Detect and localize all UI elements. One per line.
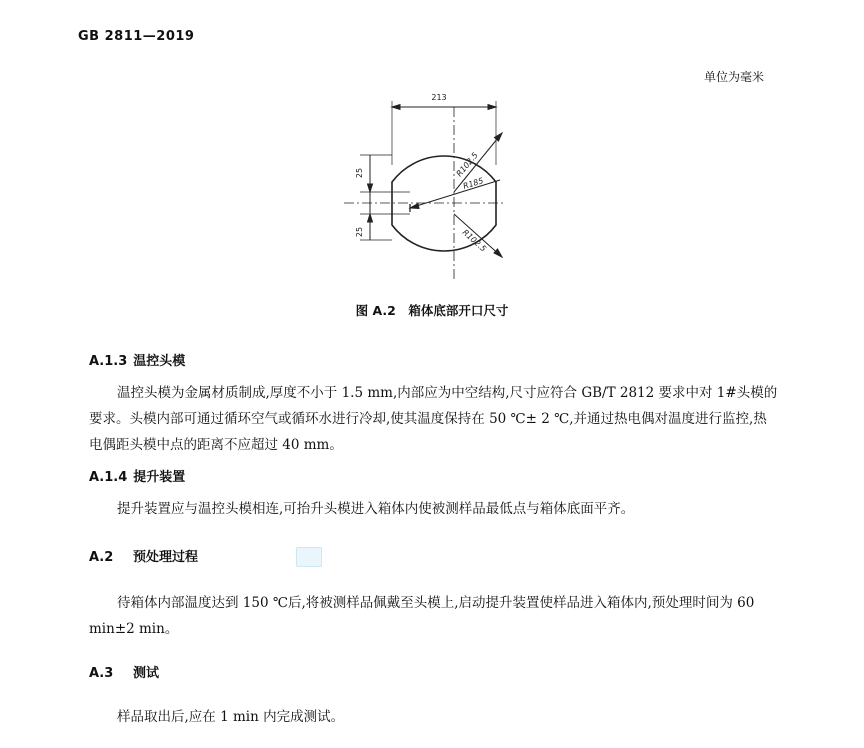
dim-top-label: 25 [355,167,364,179]
section-title: 温控头模 [133,354,186,369]
opening-outline [392,156,496,251]
section-title: 提升装置 [133,470,186,485]
standard-code: GB 2811—2019 [78,29,195,44]
width-label: 213 [431,93,447,102]
section-number: A.2 [89,550,114,565]
dim-bottom-label: 25 [355,226,364,238]
section-title: 测试 [133,666,160,681]
radius-bottom-label: R102.5 [460,227,488,254]
watermark-logo [296,547,322,567]
section-text-a114: 提升装置应与温控头模相连,可抬升头模进入箱体内使被测样品最低点与箱体底面平齐。 [117,501,635,517]
unit-note: 单位为毫米 [703,70,764,84]
opening-dimension-diagram [310,85,540,295]
section-heading-a114 [89,466,185,485]
section-text-a3: 样品取出后,应在 1 min 内完成测试。 [117,709,345,725]
section-number: A.1.3 [89,354,128,369]
radius-center-label: R185 [461,176,485,191]
figure-caption: 图 A.2 箱体底部开口尺寸 [355,303,509,318]
radius-top-label: R102.5 [454,150,480,179]
section-number: A.1.4 [89,470,128,485]
section-text-a2: 待箱体内部温度达到 150 ℃后,将被测样品佩戴至头模上,启动提升装置使样品进入箱体内,预处理时间为 60 min±2 min。 [89,595,755,637]
section-heading-a113 [89,350,185,369]
section-number: A.3 [89,666,114,681]
section-heading-a3 [89,662,159,681]
section-heading-a2 [89,546,198,565]
section-text-a113: 温控头模为金属材质制成,厚度不小于 1.5 mm,内部应为中空结构,尺寸应符合 GB/T 2812 要求中对 1#头模的要求。头模内部可通过循环空气或循环水进行冷却,使其温度保持在 50 ℃± 2 ℃,并通过热电偶对温度进行监控,热电偶距头模中点的距离不应超过 40 mm。 [89,385,778,453]
section-title: 预处理过程 [133,550,199,565]
